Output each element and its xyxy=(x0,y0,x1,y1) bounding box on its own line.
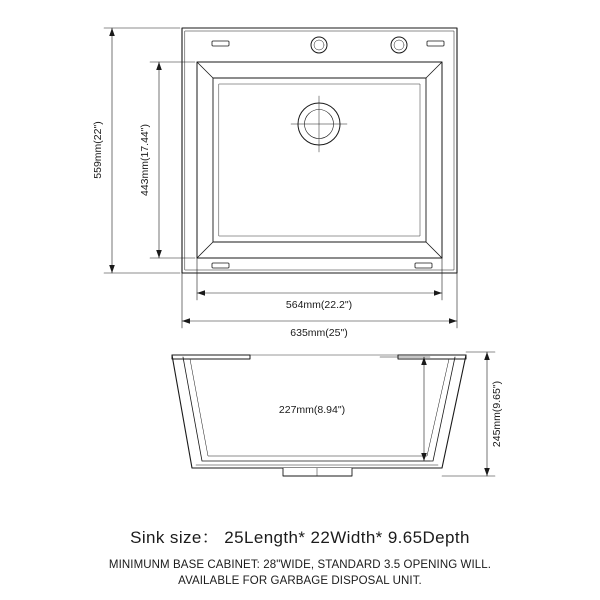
cabinet-note-line-1: MINIMUNM BASE CABINET: 28"WIDE, STANDARD 3.5 OPENING WILL. xyxy=(108,558,492,571)
arrow-bowl-depth-bottom xyxy=(421,453,427,461)
faucet-hole xyxy=(311,37,327,53)
arrow-overall-width-left xyxy=(182,318,190,324)
dim-label-overall-depth: 245mm(9.65") xyxy=(491,380,503,448)
bowl-opening-outline xyxy=(197,62,442,258)
section-view-dimensions xyxy=(380,352,495,476)
arrow-bowl-height-top xyxy=(156,62,162,70)
arrow-overall-height-top xyxy=(109,28,115,36)
arrow-overall-height-bottom xyxy=(109,265,115,273)
dim-label-overall-width: 635mm(25") xyxy=(290,327,348,339)
caption-block xyxy=(0,523,600,590)
dim-label-bowl-width: 564mm(22.2") xyxy=(285,299,353,311)
arrow-bowl-height-bottom xyxy=(156,250,162,258)
top-view-group xyxy=(182,28,457,273)
section-drain-boss xyxy=(283,468,352,476)
arrow-overall-depth-top xyxy=(484,352,490,360)
arrow-bowl-width-right xyxy=(434,290,442,296)
mounting-clip-top-right xyxy=(427,41,444,46)
mounting-clip-top-left xyxy=(212,41,229,46)
arrow-overall-depth-bottom xyxy=(484,468,490,476)
dim-label-bowl-depth: 227mm(8.94") xyxy=(278,404,346,416)
accessory-hole xyxy=(391,37,407,53)
mounting-clip-bottom-left xyxy=(212,263,229,268)
section-rim-left xyxy=(172,355,250,359)
cabinet-note-line-2: AVAILABLE FOR GARBAGE DISPOSAL UNIT. xyxy=(178,575,422,588)
dim-label-overall-height: 559mm(22") xyxy=(92,121,104,179)
arrow-overall-width-right xyxy=(449,318,457,324)
sink-size-caption: Sink size： 25Length* 22Width* 9.65Depth xyxy=(130,527,470,547)
mounting-clip-bottom-right xyxy=(415,263,432,268)
dim-label-bowl-height: 443mm(17.44") xyxy=(139,123,151,197)
arrow-bowl-width-left xyxy=(197,290,205,296)
